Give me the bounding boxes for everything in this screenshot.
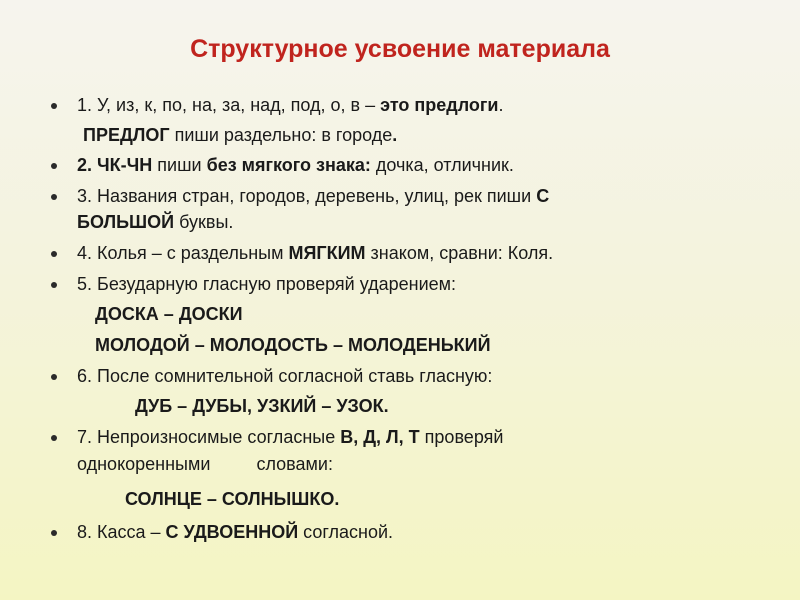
- rule-emphasis: 2. ЧК-ЧН: [77, 155, 153, 175]
- rule-text: 4. Колья – с раздельным: [77, 243, 289, 263]
- rule-3-line-1: [77, 185, 549, 208]
- rule-6: [77, 365, 492, 388]
- rule-text: 5. Безударную гласную проверяй ударением:: [77, 274, 457, 294]
- rule-text: словами:: [256, 454, 333, 474]
- bullet: [51, 251, 57, 257]
- rule-8: [77, 521, 393, 544]
- rule-5: [77, 273, 456, 296]
- rule-text: дочка, отличник.: [370, 155, 514, 175]
- rule-example: ДУБ – ДУБЫ, УЗКИЙ – УЗОК.: [135, 396, 389, 416]
- bullet: [51, 163, 57, 169]
- rule-text: 1. У, из, к, по, на, за, над, под, о, в –: [77, 95, 381, 115]
- rule-text: 7. Непроизносимые согласные: [77, 427, 341, 447]
- rule-5-example-2: [95, 334, 491, 357]
- rule-emphasis: без мягкого знака:: [206, 155, 371, 175]
- rule-example: ДОСКА – ДОСКИ: [95, 304, 243, 324]
- rule-example: МОЛОДОЙ – МОЛОДОСТЬ – МОЛОДЕНЬКИЙ: [95, 335, 491, 355]
- rule-text: пиши раздельно: в городе: [169, 125, 393, 145]
- rule-3-line-2: [77, 211, 233, 234]
- bullet: [51, 374, 57, 380]
- rule-text: пиши: [152, 155, 207, 175]
- rule-5-example-1: [95, 303, 243, 326]
- rule-emphasis: .: [392, 125, 398, 145]
- rule-text: 3. Названия стран, городов, деревень, улиц, рек пиши: [77, 186, 537, 206]
- rule-text: .: [498, 95, 504, 115]
- rule-6-example: [135, 395, 389, 418]
- bullet: [51, 435, 57, 441]
- rule-7-line-1: [77, 426, 503, 449]
- rule-emphasis: это предлоги: [380, 95, 499, 115]
- rule-4: [77, 242, 553, 265]
- rule-example: СОЛНЦЕ – СОЛНЫШКО.: [125, 489, 340, 509]
- rule-text: однокоренными: [77, 454, 211, 474]
- rule-1-line-1: [77, 94, 504, 117]
- rule-emphasis: МЯГКИМ: [288, 243, 366, 263]
- rule-text: буквы.: [174, 212, 234, 232]
- rule-emphasis: ПРЕДЛОГ: [83, 125, 170, 145]
- rule-1-line-2: [83, 124, 397, 147]
- rule-text: 8. Касса –: [77, 522, 166, 542]
- bullet: [51, 530, 57, 536]
- slide-title: Структурное усвоение материала: [190, 35, 610, 63]
- bullet: [51, 194, 57, 200]
- rule-emphasis: С: [536, 186, 550, 206]
- rule-emphasis: С УДВОЕННОЙ: [165, 522, 299, 542]
- rule-7-line-2: [77, 453, 333, 476]
- rule-2: [77, 154, 514, 177]
- rule-emphasis: В, Д, Л, Т: [340, 427, 420, 447]
- rule-text: проверяй: [419, 427, 504, 447]
- bullet: [51, 103, 57, 109]
- rule-text: согласной.: [298, 522, 394, 542]
- rule-text: знаком, сравни: Коля.: [365, 243, 554, 263]
- rule-emphasis: БОЛЬШОЙ: [77, 212, 175, 232]
- rule-text: 6. После сомнительной согласной ставь гласную:: [77, 366, 493, 386]
- bullet: [51, 282, 57, 288]
- rule-7-example: [125, 488, 339, 511]
